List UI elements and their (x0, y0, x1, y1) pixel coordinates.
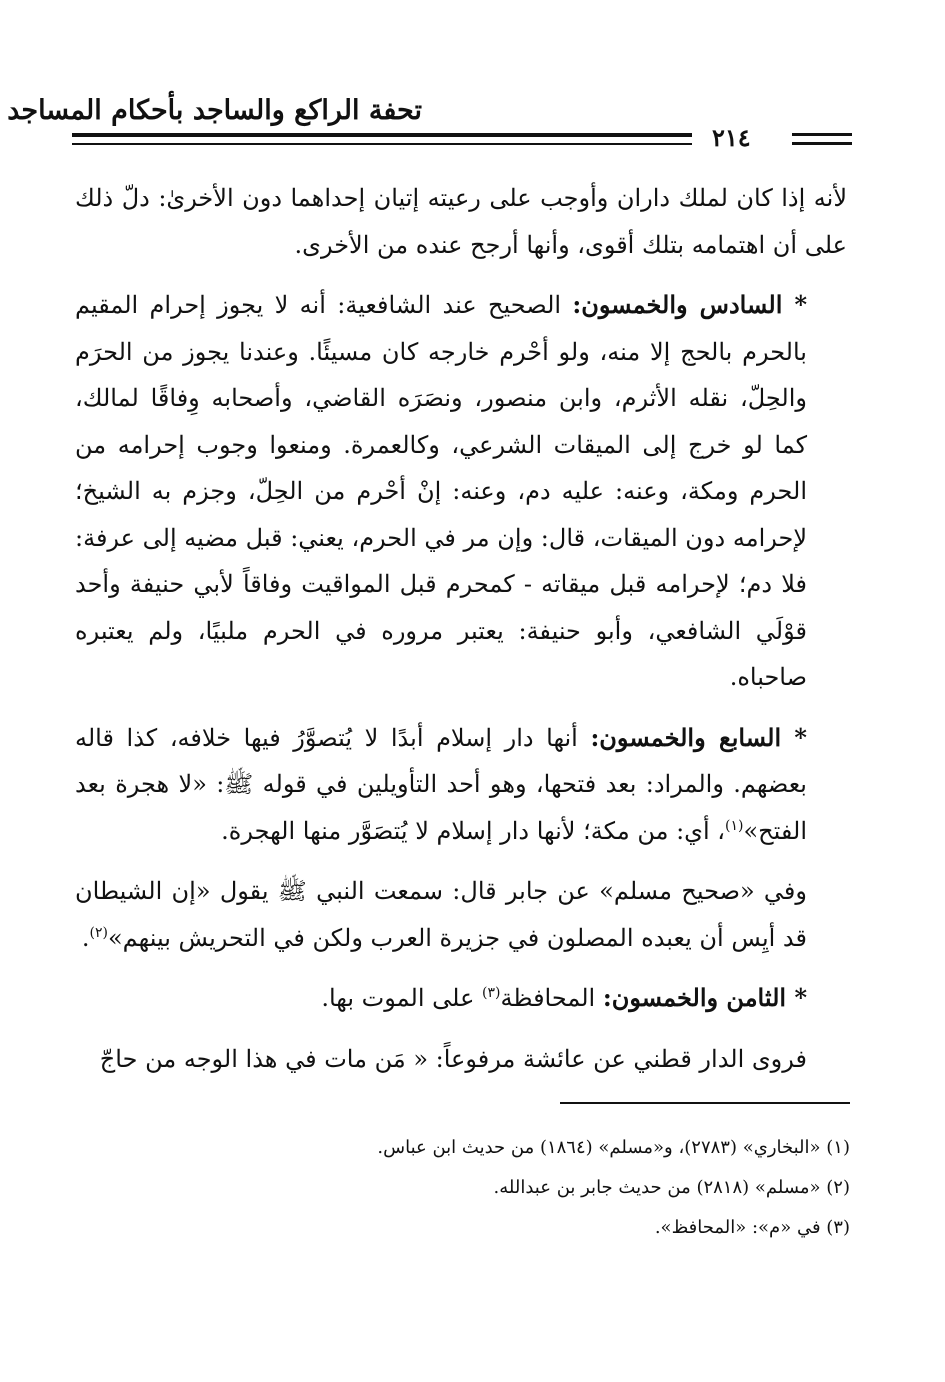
header-rule (792, 142, 852, 145)
footnote: (٢) «مسلم» (٢٨١٨) من حديث جابر بن عبدالله. (493, 1177, 850, 1198)
footnote-separator (560, 1102, 850, 1104)
footnote: (٣) في «م»: «المحافظ». (654, 1217, 850, 1238)
paragraph-text: المحافظة (500, 984, 603, 1012)
footnote: (١) «البخاري» (٢٧٨٣)، و«مسلم» (١٨٦٤) من حديث ابن عباس. (377, 1137, 850, 1158)
header-rule (792, 133, 852, 136)
paragraph-text: لأنه إذا كان لملك داران وأوجب على رعيته إتيان إحداهما دون الأخرىٰ: دلّ ذلك على أن اهتمامه بتلك أقوى، وأنها أرجح عنده من الأخرى. (75, 184, 848, 259)
paragraph-text: أنها دار إسلام أبدًا لا يُتصوَّرُ فيها خلافه، كذا قاله بعضهم. والمراد: بعد فتحها، وهو أحد التأويلين في قوله ﷺ: «لا هجرة بعد الفتح» (75, 723, 807, 845)
main-text (75, 175, 847, 1096)
header-rule (72, 143, 692, 145)
footnote-ref: (٢) (89, 924, 108, 941)
footnotes (75, 1128, 850, 1248)
footnote-ref: (٣) (482, 985, 501, 1001)
running-header (7, 95, 852, 157)
section-heading: * السابع والخمسون: (590, 722, 807, 752)
paragraph-text: . (81, 923, 90, 952)
paragraph-text: وفي «صحيح مسلم» عن جابر قال: سمعت النبي ﷺ يقول «إن الشيطان قد أيِس أن يعبده المصلون في جزيرة العرب ولكن في التحريش بينهم» (75, 877, 807, 952)
section-heading: * السادس والخمسون: (572, 290, 807, 319)
paragraph-text: على الموت بها. (321, 984, 483, 1012)
paragraph-text: ، أي: من مكة؛ لأنها دار إسلام لا يُتصَوَّر منها الهجرة. (221, 816, 725, 845)
paragraph (75, 282, 847, 701)
page-number: ٢١٤ (712, 123, 751, 152)
header-rule (72, 133, 692, 137)
paragraph-text: الصحيح عند الشافعية: أنه لا يجوز إحرام المقيم بالحرم بالحج إلا منه، ولو أحْرم خارجه كان مسيئًا. وعندنا يجوز من الحرَم والحِلّ، نقله الأثرم، وابن منصور، ونصَرَه القاضي، وأصحابه وِفاقًا لمالك، كما لو خرج إلى الميقات الشرعي، وكالعمرة. ومنعوا وجوب إحرامه من الحرم ومكة، وعنه: عليه دم، وعنه: إنْ أحْرم من الحِلّ، وجزم به الشيخ؛ لإحرامه دون الميقات، قال: وإن مر في الحرم، يعني: قبل مضيه إلى عرفة: فلا دم؛ لإحرامه قبل ميقاته - كمحرم قبل المواقيت وفاقاً لأبي حنيفة وأحد قوْلَي الشافعي، وأبو حنيفة: يعتبر مروره في الحرم ملبيًا، ولم يعتبره صاحباه. (75, 291, 807, 691)
paragraph-text: فروى الدار قطني عن عائشة مرفوعاً: « مَن مات في هذا الوجه من حاجّ (99, 1044, 807, 1073)
paragraph (75, 1036, 847, 1083)
paragraph (75, 975, 847, 1022)
footnote-ref: (١) (724, 817, 744, 834)
paragraph (75, 868, 847, 961)
book-title: تحفة الراكع والساجد بأحكام المساجد (7, 95, 422, 126)
paragraph (75, 715, 847, 855)
paragraph (75, 175, 847, 268)
section-heading: * الثامن والخمسون: (602, 983, 807, 1012)
